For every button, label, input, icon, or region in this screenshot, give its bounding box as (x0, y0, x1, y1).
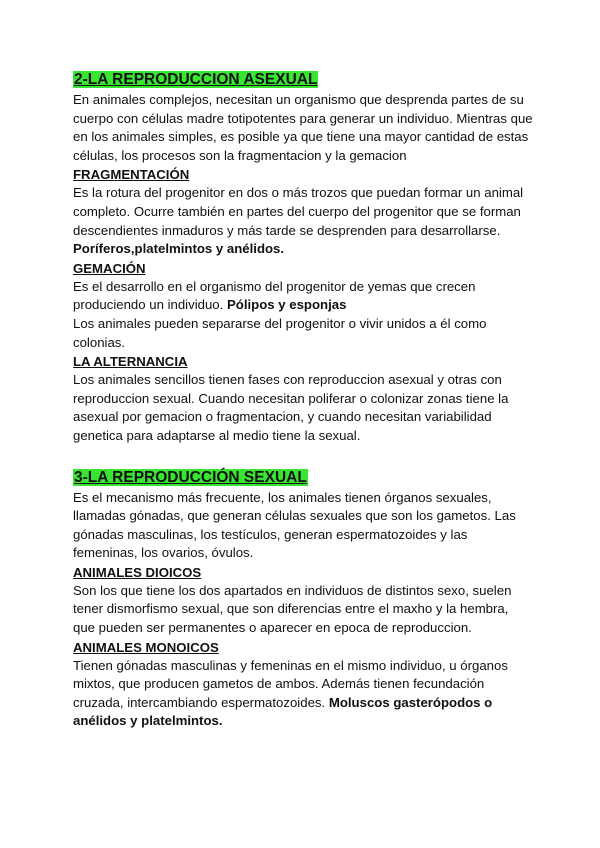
fragmentacion-text: Es la rotura del progenitor en dos o más trozos que puedan formar un animal completo. Ocurre también en partes del cuerpo del progenitor que se forman descendientes inmaduros y más tarde se desprenden para desarrollarse. (73, 185, 524, 238)
gemacion-examples: Pólipos y esponjas (226, 297, 347, 313)
section-2-title (73, 70, 533, 90)
gemacion-paragraph-2: Los animales pueden separarse del progenitor o vivir unidos a él como colonias. (73, 315, 487, 350)
fragmentacion-examples: Poríferos,platelmintos y anélidos. (73, 241, 285, 257)
section-3-title-text: 3-LA REPRODUCCIÓN SEXUAL (74, 468, 307, 486)
gemacion-text: Es el desarrollo en el organismo del progenitor de yemas que crecen produciendo un individuo. (73, 278, 476, 313)
fragmentacion-heading: FRAGMENTACIÓN (73, 167, 190, 183)
monoicos-examples: Moluscos gasterópodos o anélidos y platelmintos. (73, 694, 493, 729)
section-2-intro: En animales complejos, necesitan un organismo que desprenda partes de su cuerpo con células madre totipotentes para generar un individuo. Mientras que en los animales simples, es posible ya que tiene una mayor cantidad de estas células, los procesos son la fragmentacion y la gemacion (73, 92, 533, 163)
monoicos-heading: ANIMALES MONOICOS (73, 639, 219, 655)
dioicos-heading: ANIMALES DIOICOS (73, 564, 202, 580)
gemacion-heading: GEMACIÓN (73, 260, 146, 276)
dioicos-paragraph: Son los que tiene los dos apartados en individuos de distintos sexo, suelen tener dismorfismo sexual, que son diferencias entre el maxho y la hembra, que pueden ser permanentes o aparecer en epoca de reproduccion. (73, 582, 512, 636)
monoicos-text: Tienen gónadas masculinas y femeninas en el mismo individuo, u órganos mixtos, que producen gametos de ambos. Además tienen fecundación cruzada, intercambiando espermatozoides. (73, 657, 508, 710)
section-spacer (73, 446, 533, 468)
section-3-intro: Es el mecanismo más frecuente, los animales tienen órganos sexuales, llamadas gónadas, que generan células sexuales que son los gametos. Las gónadas masculinas, los testículos, generan espermatozoides y las femeninas, los ovarios, óvulos. (73, 489, 516, 561)
section-3-title (73, 468, 533, 488)
alternancia-paragraph: Los animales sencillos tienen fases con reproduccion asexual y otras con reproduccion sexual. Cuando necesitan poliferar o colonizar zonas tiene la asexual por gemacion o fragmentacion, y cuando necesitan variabilidad genetica para adaptarse al medio tiene la sexual. (73, 372, 509, 443)
document-page (73, 70, 533, 731)
monoicos-paragraph (73, 657, 533, 731)
fragmentacion-paragraph (73, 184, 533, 258)
gemacion-paragraph (73, 278, 533, 315)
section-2-title-text: 2-LA REPRODUCCION ASEXUAL (74, 71, 318, 88)
alternancia-heading: LA ALTERNANCIA (73, 354, 188, 370)
